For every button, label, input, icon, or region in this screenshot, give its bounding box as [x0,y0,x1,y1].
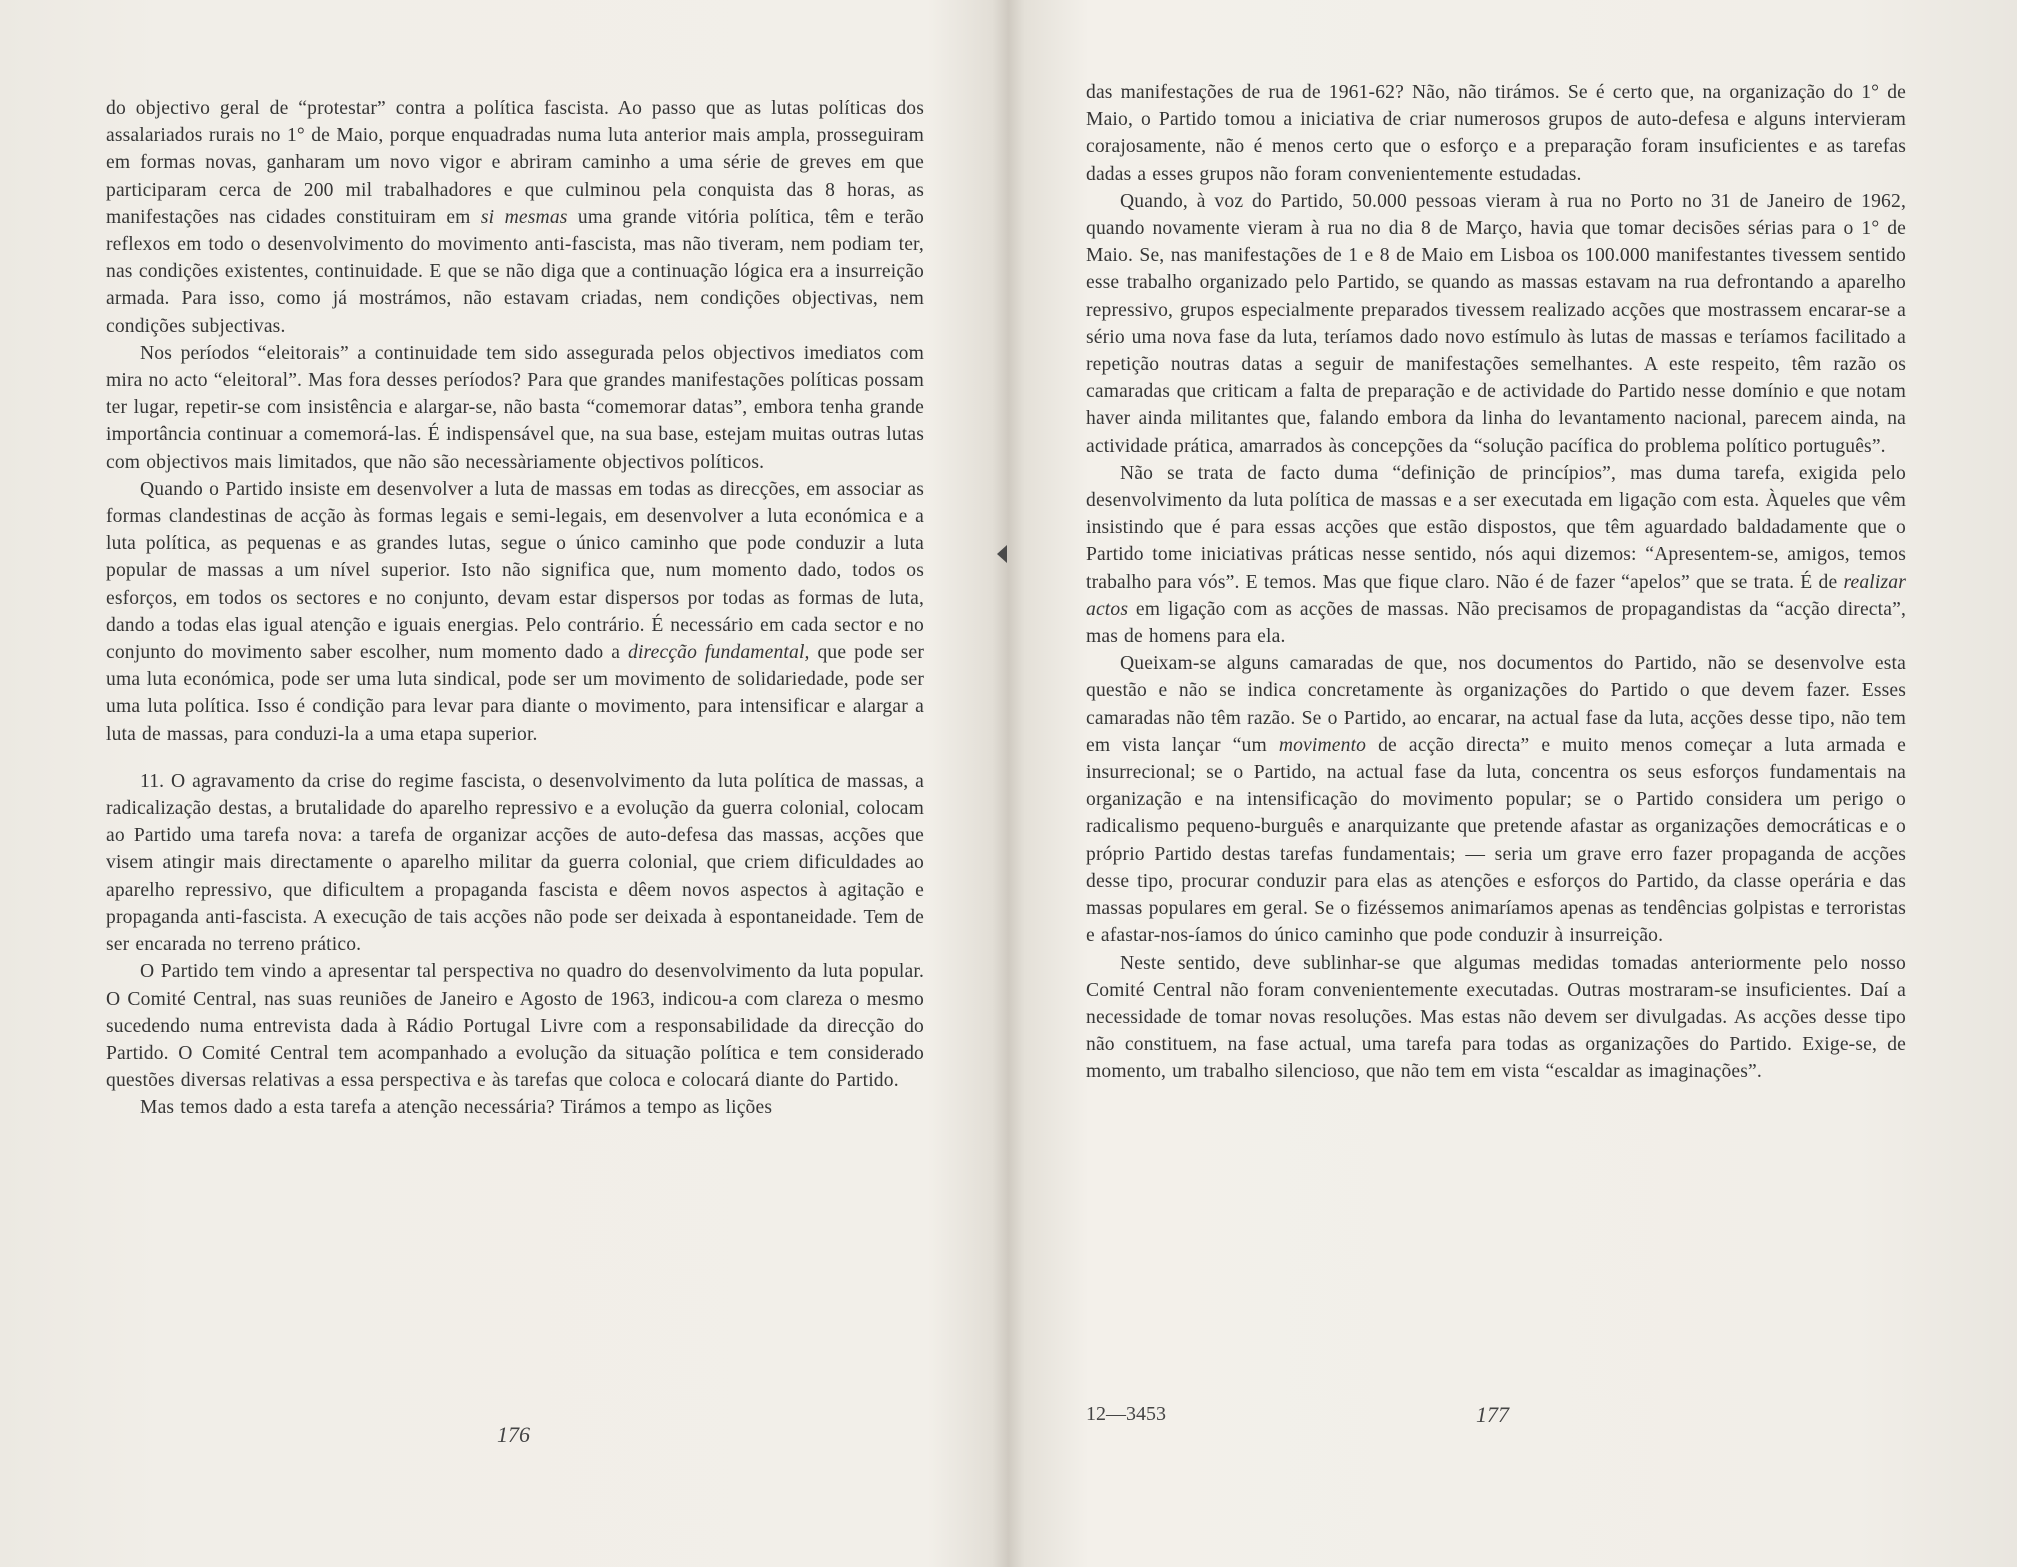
gutter-arrow-mark [997,545,1007,563]
left-page-number: 176 [497,1422,530,1447]
right-paragraph-1: das manifestações de rua de 1961-62? Não, não tirámos. Se é certo que, na organização do 1° de Maio, o Partido tomou a iniciativa de criar numerosos grupos de auto-defesa e alguns intervieram corajosamente, não é menos certo que o esforço e a preparação foram insuficientes e as tarefas dadas a esses grupos não foram convenientemente estudadas. [1086,82,1906,185]
right-paragraph-4-text: Queixam-se alguns camaradas de que, nos documentos do Partido, não se desenvolve esta questão e não se indica concretamente às organizações do Partido o que devem fazer. Esses camaradas não têm razão. Se o Partido, ao encarar, na actual fase da luta, acções desse tipo, não tem em vista lançar “um [1086,653,1906,756]
right-paragraph-3-italic: realizar actos [1086,571,1906,620]
left-paragraph-3-tail: que pode ser uma luta económica, pode ser uma luta sindical, pode ser um movimento de solidariedade, pode ser uma luta política. Isso é condição para levar para diante o movimento, para intensificar e alargar a luta de massas, para conduzi-la a uma etapa superior. [106,642,924,745]
left-paragraph-5: O Partido tem vindo a apresentar tal perspectiva no quadro do desenvolvimento da luta popular. O Comité Central, nas suas reuniões de Janeiro e Agosto de 1963, indicou-a com clareza o mesmo sucedendo numa entrevista dada à Rádio Portugal Livre com a responsabilidade da direcção do Partido. O Comité Central tem acompanhado a evolução da situação política e tem considerado questões diversas relativas a essa perspectiva e às tarefas que coloca e colocará diante do Partido. [106,961,924,1092]
right-page-body [1086,79,1906,1086]
right-paragraph-4-italic: movimento [1278,734,1367,756]
left-paragraph-3 [106,476,924,748]
right-paragraph-4-tail: de acção directa” e muito menos começar a luta armada e insurrecional; se o Partido, na actual fase da luta, concentra os seus esforços fundamentais na organização e na intensificação do movimento popular; se o Partido considera um perigo o radicalismo pequeno-burguês e anarquizante que pretende afastar as organizações democráticas e o próprio Partido destas tarefas fundamentais; — seria um grave erro fazer propaganda de acções desse tipo, procurar conduzir para elas as atenções e esforços do Partido, da classe operária e das massas populares em geral. Se o fizéssemos animaríamos apenas as tendências golpistas e terroristas e afastar-nos-íamos do único caminho que pode conduzir à insurreição. [1086,734,1906,947]
right-page-number: 177 [1476,1402,1509,1427]
left-paragraph-1-text: do objectivo geral de “protestar” contra a política fascista. Ao passo que as lutas políticas dos assalariados rurais no 1° de Maio, porque enquadradas numa luta anterior mais ampla, prosseguiram em formas novas, ganharam um novo vigor e abriram caminho a uma série de greves em que participaram cerca de 200 mil trabalhadores e que culminou pela conquista das 8 horas, as manifestações nas cidades constituiram em [106,98,924,228]
left-paragraph-1-tail: uma grande vitória política, têm e terão reflexos em todo o desenvolvimento do movimento anti-fascista, mas não tiveram, nem podiam ter, nas condições existentes, continuidade. E que se não diga que a continuação lógica era a insurreição armada. Para isso, como já mostrámos, não estavam criadas, nem condições objectivas, nem condições subjectivas. [106,206,924,337]
left-paragraph-2: Nos períodos “eleitorais” a continuidade tem sido assegurada pelos objectivos imediatos com mira no acto “eleitoral”. Mas fora desses períodos? Para que grandes manifestações políticas possam ter lugar, repetir-se com insistência e alargar-se, não basta “comemorar datas”, embora tenha grande importância continuar a comemorá-las. É indispensável que, na sua base, estejam muitas outras lutas com objectivos mais limitados, que não são necessàriamente objectivos políticos. [106,342,924,473]
left-paragraph-3-italic: direcção fundamental, [628,642,810,664]
left-paragraph-1-italic: si mesmas [480,206,568,228]
right-paragraph-2: Quando, à voz do Partido, 50.000 pessoas vieram à rua no Porto no 31 de Janeiro de 1962, quando novamente vieram à rua no dia 8 de Março, havia que tomar decisões sérias para o 1° de Maio. Se, nas manifestações de 1 e 8 de Maio em Lisboa os 100.000 manifestantes tivessem sentido esse trabalho organizado pelo Partido, se quando as massas estavam na rua defrontando a aparelho repressivo, grupos especialmente preparados tivessem realizado acções que mostrassem encarar-se a sério uma nova fase da luta, teríamos dado novo estímulo às lutas de massas e teríamos facilitado a repetição noutras datas a seguir de manifestações semelhantes. A este respeito, têm razão os camaradas que criticam a falta de preparação e de actividade do Partido nesse domínio e que notam haver ainda militantes que, falando embora da linha do levantamento nacional, parecem ainda, na actividade prática, amarrados às concepções da “solução pacífica do problema político português”. [1086,190,1906,457]
left-page-body [106,95,924,1122]
right-paragraph-5: Neste sentido, deve sublinhar-se que algumas medidas tomadas anteriormente pelo nosso Comité Central não foram convenientemente executadas. Outras mostraram-se insuficientes. Daí a necessidade de tomar novas resoluções. Mas estas não devem ser divulgadas. As acções desse tipo não constituem, na fase actual, uma tarefa para todas as organizações do Partido. Exige-se, de momento, um trabalho silencioso, que não tem em vista “escaldar as imaginações”. [1086,952,1906,1083]
left-paragraph-4: 11. O agravamento da crise do regime fascista, o desenvolvimento da luta política de massas, a radicalização destas, a brutalidade do aparelho repressivo e a evolução da guerra colonial, colocam ao Partido uma tarefa nova: a tarefa de organizar acções de auto-defesa das massas, acções que visem atingir mais directamente o aparelho militar da guerra colonial, que criem dificuldades ao aparelho repressivo, que dificultem a propaganda fascista e dêem novos aspectos à agitação e propaganda anti-fascista. A execução de tais acções não pode ser deixada à espontaneidade. Tem de ser encarada no terreno prático. [106,770,924,956]
right-paragraph-3 [1086,460,1906,650]
right-paragraph-3-tail: em ligação com as acções de massas. Não precisamos de propagandistas da “acção directa”, mas de homens para ela. [1086,598,1906,648]
right-paragraph-3-text: Não se trata de facto duma “definição de princípios”, mas duma tarefa, exigida pelo desenvolvimento da luta política de massas e a ser executada em ligação com esta. Àqueles que vêm insistindo que é para essas acções que estão dispostos, que têm aguardado baldadamente que o Partido tome iniciativas práticas nesse sentido, nós aqui dizemos: “Apresentem-se, amigos, temos trabalho para vós”. E temos. Mas que fique claro. Não é de fazer “apelos” que se trata. É de [1086,462,1906,593]
right-page [1012,0,2017,1567]
left-paragraph-1 [106,95,924,340]
left-paragraph-3-text: Quando o Partido insiste em desenvolver a luta de massas em todas as direcções, em associar as formas clandestinas de acção às formas legais e semi-legais, em desenvolver a luta económica e a luta política, as pequenas e as grandes lutas, segue o único caminho que pode conduzir a luta popular de massas a um nível superior. Isto não significa que, num momento dado, todos os esforços, em todos os sectores e no conjunto, devam estar dispersos por todas as formas de luta, dando a todas elas igual atenção e iguais energias. Pelo contrário. É necessário em cada sector e no conjunto do movimento saber escolher, num momento dado a [106,478,924,664]
right-paragraph-4 [1086,650,1906,949]
left-paragraph-6: Mas temos dado a esta tarefa a atenção necessária? Tirámos a tempo as lições [140,1097,773,1119]
printer-signature: 12—3453 [1086,1403,1166,1425]
left-page [0,0,1005,1567]
